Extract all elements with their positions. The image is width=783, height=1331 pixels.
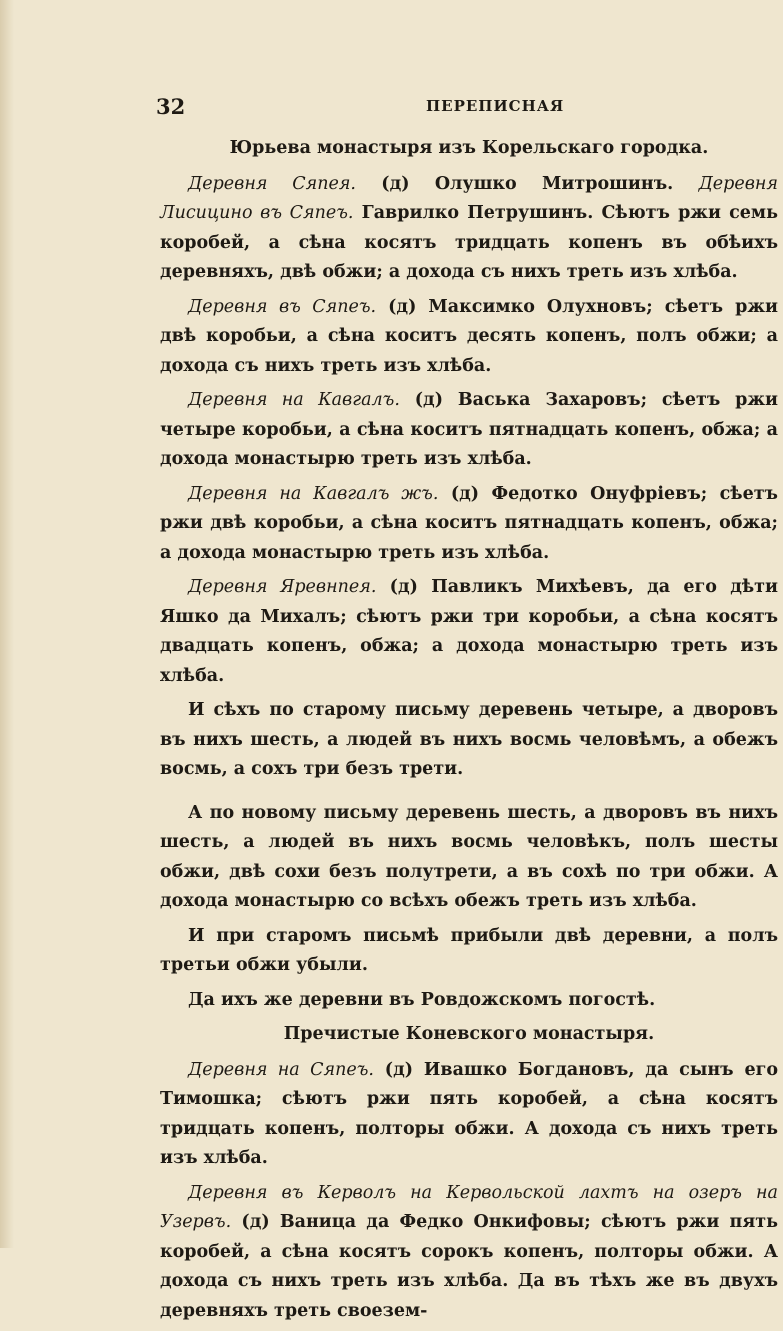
text-run: И сѣхъ по старому письму деревень четыре, а дворовъ въ нихъ шесть, а людей въ нихъ восмь человѣмъ, а обежъ восмь, а сохъ три безъ трети.	[160, 700, 778, 779]
paragraph	[160, 170, 778, 288]
text-run: Да ихъ же деревни въ Ровдожскомъ погостѣ.	[188, 989, 656, 1010]
text-run: (д) Федотко Онуфрiевъ; сѣетъ ржи двѣ коробьи, а сѣна коситъ пятнадцать копенъ, обжа; а дохода монастырю треть изъ хлѣба.	[160, 483, 778, 563]
text-run: (д) Павликъ Михѣевъ, да его дѣти Яшко да Михалъ; сѣютъ ржи три коробьи, а сѣна косятъ двадцать копенъ, обжа; а дохода монастырю треть изъ хлѣба.	[160, 577, 778, 686]
village-name: Деревня Яревнпея.	[188, 577, 377, 597]
paragraph	[160, 480, 778, 569]
paragraph	[160, 799, 778, 917]
text-run: Пречистые Коневского монастыря.	[283, 1024, 655, 1044]
text-run: (д) Васька Захаровъ; сѣетъ ржи четыре коробьи, а сѣна коситъ пятнадцать копенъ, обжа; а дохода монастырю треть изъ хлѣба.	[160, 390, 779, 469]
text-run: (д) Ваница да Федко Онкифовы; сѣютъ ржи пять коробей, а сѣна косятъ сорокъ копенъ, полторы обжи. А дохода съ нихъ треть изъ хлѣба. Да въ тѣхъ же въ двухъ деревняхъ треть своезем-	[160, 1212, 778, 1321]
village-name: Деревня на Кавгалъ жъ.	[188, 483, 439, 504]
paragraph	[160, 1056, 778, 1174]
village-name: Деревня въ Керволъ на Кервольской лахтъ на озеръ на Узервъ.	[160, 1182, 778, 1232]
paragraph	[160, 386, 778, 475]
text-run: (д) Олушко Митрошинъ.	[355, 173, 699, 194]
section-heading	[160, 134, 778, 164]
text-run: (д) Максимко Олухновъ; сѣетъ ржи двѣ коробьи, а сѣна коситъ десять копенъ, полъ обжи; а дохода съ нихъ треть изъ хлѣба.	[160, 296, 778, 376]
paragraph	[160, 696, 778, 785]
paragraph	[160, 986, 778, 1016]
village-name: Деревня Сяпея.	[188, 173, 356, 194]
paragraph	[160, 293, 778, 382]
running-title: ПЕРЕПИСНАЯ	[426, 97, 565, 115]
text-run: Юрьева монастыря изъ Корельскаго городка.	[229, 138, 709, 158]
page-number: 32	[156, 94, 186, 119]
text-run: Гаврилко Петрушинъ. Сѣютъ ржи семь коробей, а сѣна косятъ тридцать копенъ въ обѣихъ деревняхъ, двѣ обжи; а дохода съ нихъ треть изъ хлѣба.	[160, 203, 778, 282]
paragraph	[160, 922, 778, 981]
paragraph	[160, 573, 778, 691]
running-head	[156, 94, 756, 118]
text-run: (д) Ивашко Богдановъ, да сынъ его Тимошка; сѣютъ ржи пять коробей, а сѣна косятъ тридцать копенъ, полторы обжи. А дохода съ нихъ треть изъ хлѣба.	[160, 1059, 779, 1168]
text-run: И при старомъ письмѣ прибыли двѣ деревни, а полъ третьи обжи убыли.	[160, 925, 778, 975]
page-edge	[0, 0, 14, 1248]
section-heading	[160, 1020, 778, 1050]
village-name: Деревня на Сяпеъ.	[188, 1059, 374, 1080]
text-run: А по новому письму деревень шесть, а дворовъ въ нихъ шесть, а людей въ нихъ восмь человѣкъ, полъ шесты обжи, двѣ сохи безъ полутрети, а въ сохѣ по три обжи. А дохода монастырю со всѣхъ обежъ треть изъ хлѣба.	[160, 802, 778, 911]
village-name: Деревня въ Сяпеъ.	[188, 296, 377, 317]
village-name: Деревня на Кавгалъ.	[188, 390, 400, 410]
paragraph	[160, 1179, 778, 1327]
village-name: Деревня Лисицино въ Сяпеъ.	[160, 173, 779, 223]
body-text	[160, 134, 778, 1331]
